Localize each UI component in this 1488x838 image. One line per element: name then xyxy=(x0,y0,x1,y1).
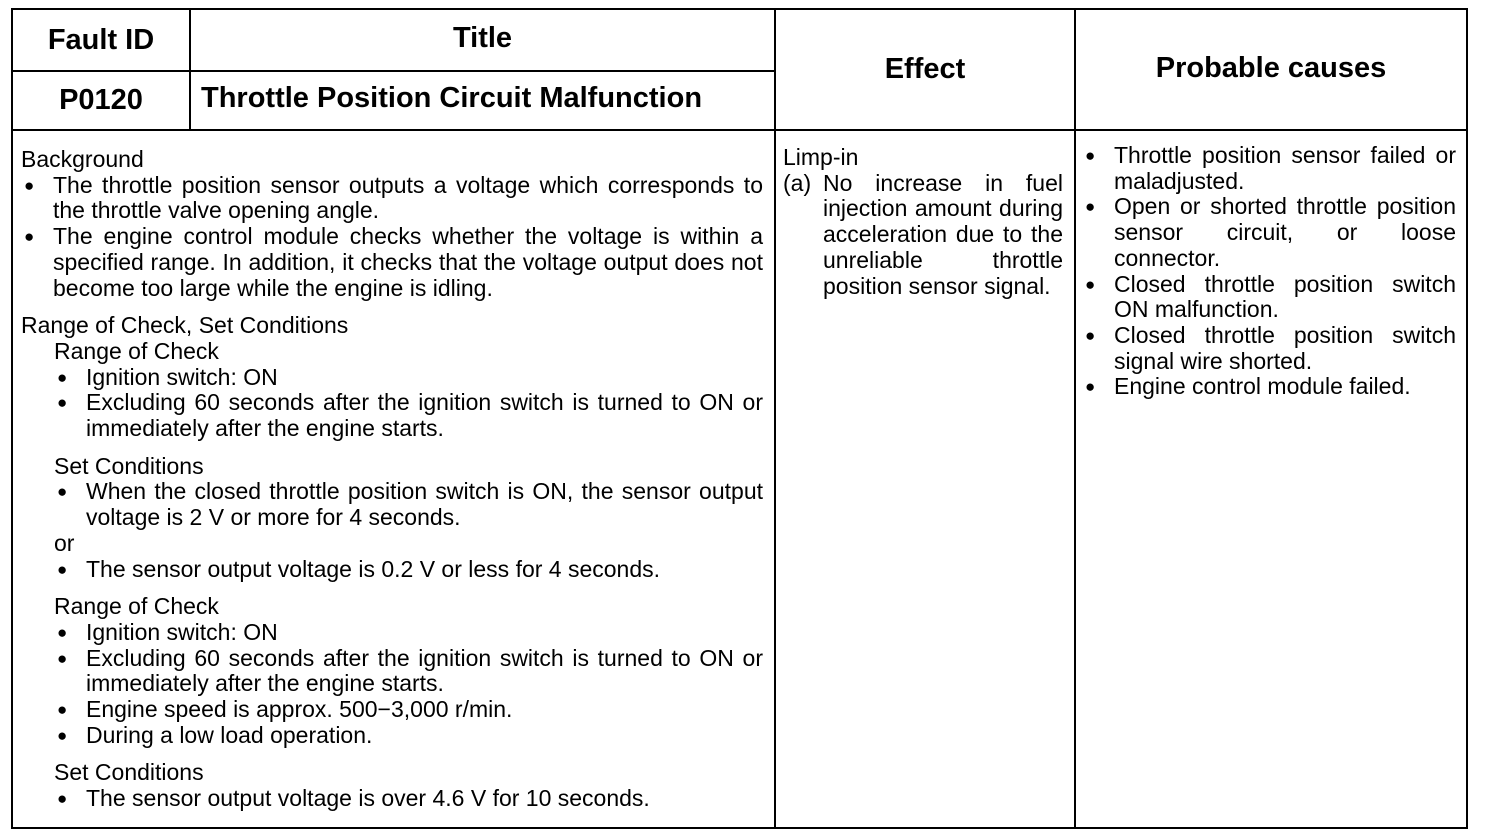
effect-heading: Limp-in xyxy=(783,144,859,170)
background-bullet: ● The engine control module checks whether the voltage is within a specified range. In addition, it checks that the voltage output does not become too large while the engine is idling. xyxy=(21,224,763,301)
effect-item-marker: (a) xyxy=(783,169,812,196)
cause-bullet: ● Closed throttle position switch ON malfunction. xyxy=(1082,272,1456,323)
column-divider-causes xyxy=(1074,8,1076,829)
background-heading: Background xyxy=(21,146,144,172)
background-bullet: ● The throttle position sensor outputs a voltage which corresponds to the throttle valve opening angle. xyxy=(21,173,763,224)
effect-column xyxy=(783,145,1063,299)
range-bullet: ● Excluding 60 seconds after the ignition switch is turned to ON or immediately after the engine starts. xyxy=(54,390,763,441)
set-condition-bullet: ● The sensor output voltage is 0.2 V or less for 4 seconds. xyxy=(54,557,763,583)
range-of-check-heading: Range of Check xyxy=(54,593,219,620)
table-border-left xyxy=(11,8,13,829)
table-border-bottom xyxy=(11,827,1468,829)
header-fault-id: Fault ID xyxy=(47,23,155,56)
range-bullet: ● Ignition switch: ON xyxy=(54,620,763,646)
cause-bullet: ● Open or shorted throttle position sensor circuit, or loose connector. xyxy=(1082,194,1456,271)
set-condition-bullet: ● When the closed throttle position switch is ON, the sensor output voltage is 2 V or more for 4 seconds. xyxy=(54,479,763,530)
range-bullet: ● Engine speed is approx. 500−3,000 r/min. xyxy=(54,697,763,723)
effect-item xyxy=(783,171,1063,300)
table-border-right xyxy=(1466,8,1468,829)
range-set-heading: Range of Check, Set Conditions xyxy=(21,312,349,339)
cause-bullet: ● Closed throttle position switch signal wire shorted. xyxy=(1082,323,1456,374)
range-bullet: ● Excluding 60 seconds after the ignition switch is turned to ON or immediately after the engine starts. xyxy=(54,646,763,697)
or-text: or xyxy=(54,529,75,556)
header-probable-causes: Probable causes xyxy=(1155,51,1387,84)
cause-bullet: ● Engine control module failed. xyxy=(1082,374,1456,400)
header-effect: Effect xyxy=(884,53,966,85)
effect-item-text: No increase in fuel injection amount during acceleration due to the unreliable throttle position sensor signal. xyxy=(823,169,1063,299)
fault-id-value: P0120 xyxy=(59,84,143,116)
title-value: Throttle Position Circuit Malfunction xyxy=(201,82,703,114)
range-of-check-group-1 xyxy=(21,339,763,531)
conditions-column xyxy=(21,147,763,812)
range-bullet: ● Ignition switch: ON xyxy=(54,365,763,391)
causes-column xyxy=(1082,143,1456,400)
set-condition-bullet: ● The sensor output voltage is over 4.6 V for 10 seconds. xyxy=(54,786,763,812)
cause-bullet: ● Throttle position sensor failed or maladjusted. xyxy=(1082,143,1456,194)
column-divider-effect xyxy=(774,8,776,829)
set-conditions-heading: Set Conditions xyxy=(54,759,204,786)
header-title: Title xyxy=(452,21,513,54)
range-bullet: ● During a low load operation. xyxy=(54,723,763,749)
range-of-check-heading: Range of Check xyxy=(54,337,219,364)
header-divider-bottom xyxy=(11,129,1468,131)
set-conditions-heading: Set Conditions xyxy=(54,452,204,479)
range-of-check-group-2 xyxy=(21,557,763,812)
